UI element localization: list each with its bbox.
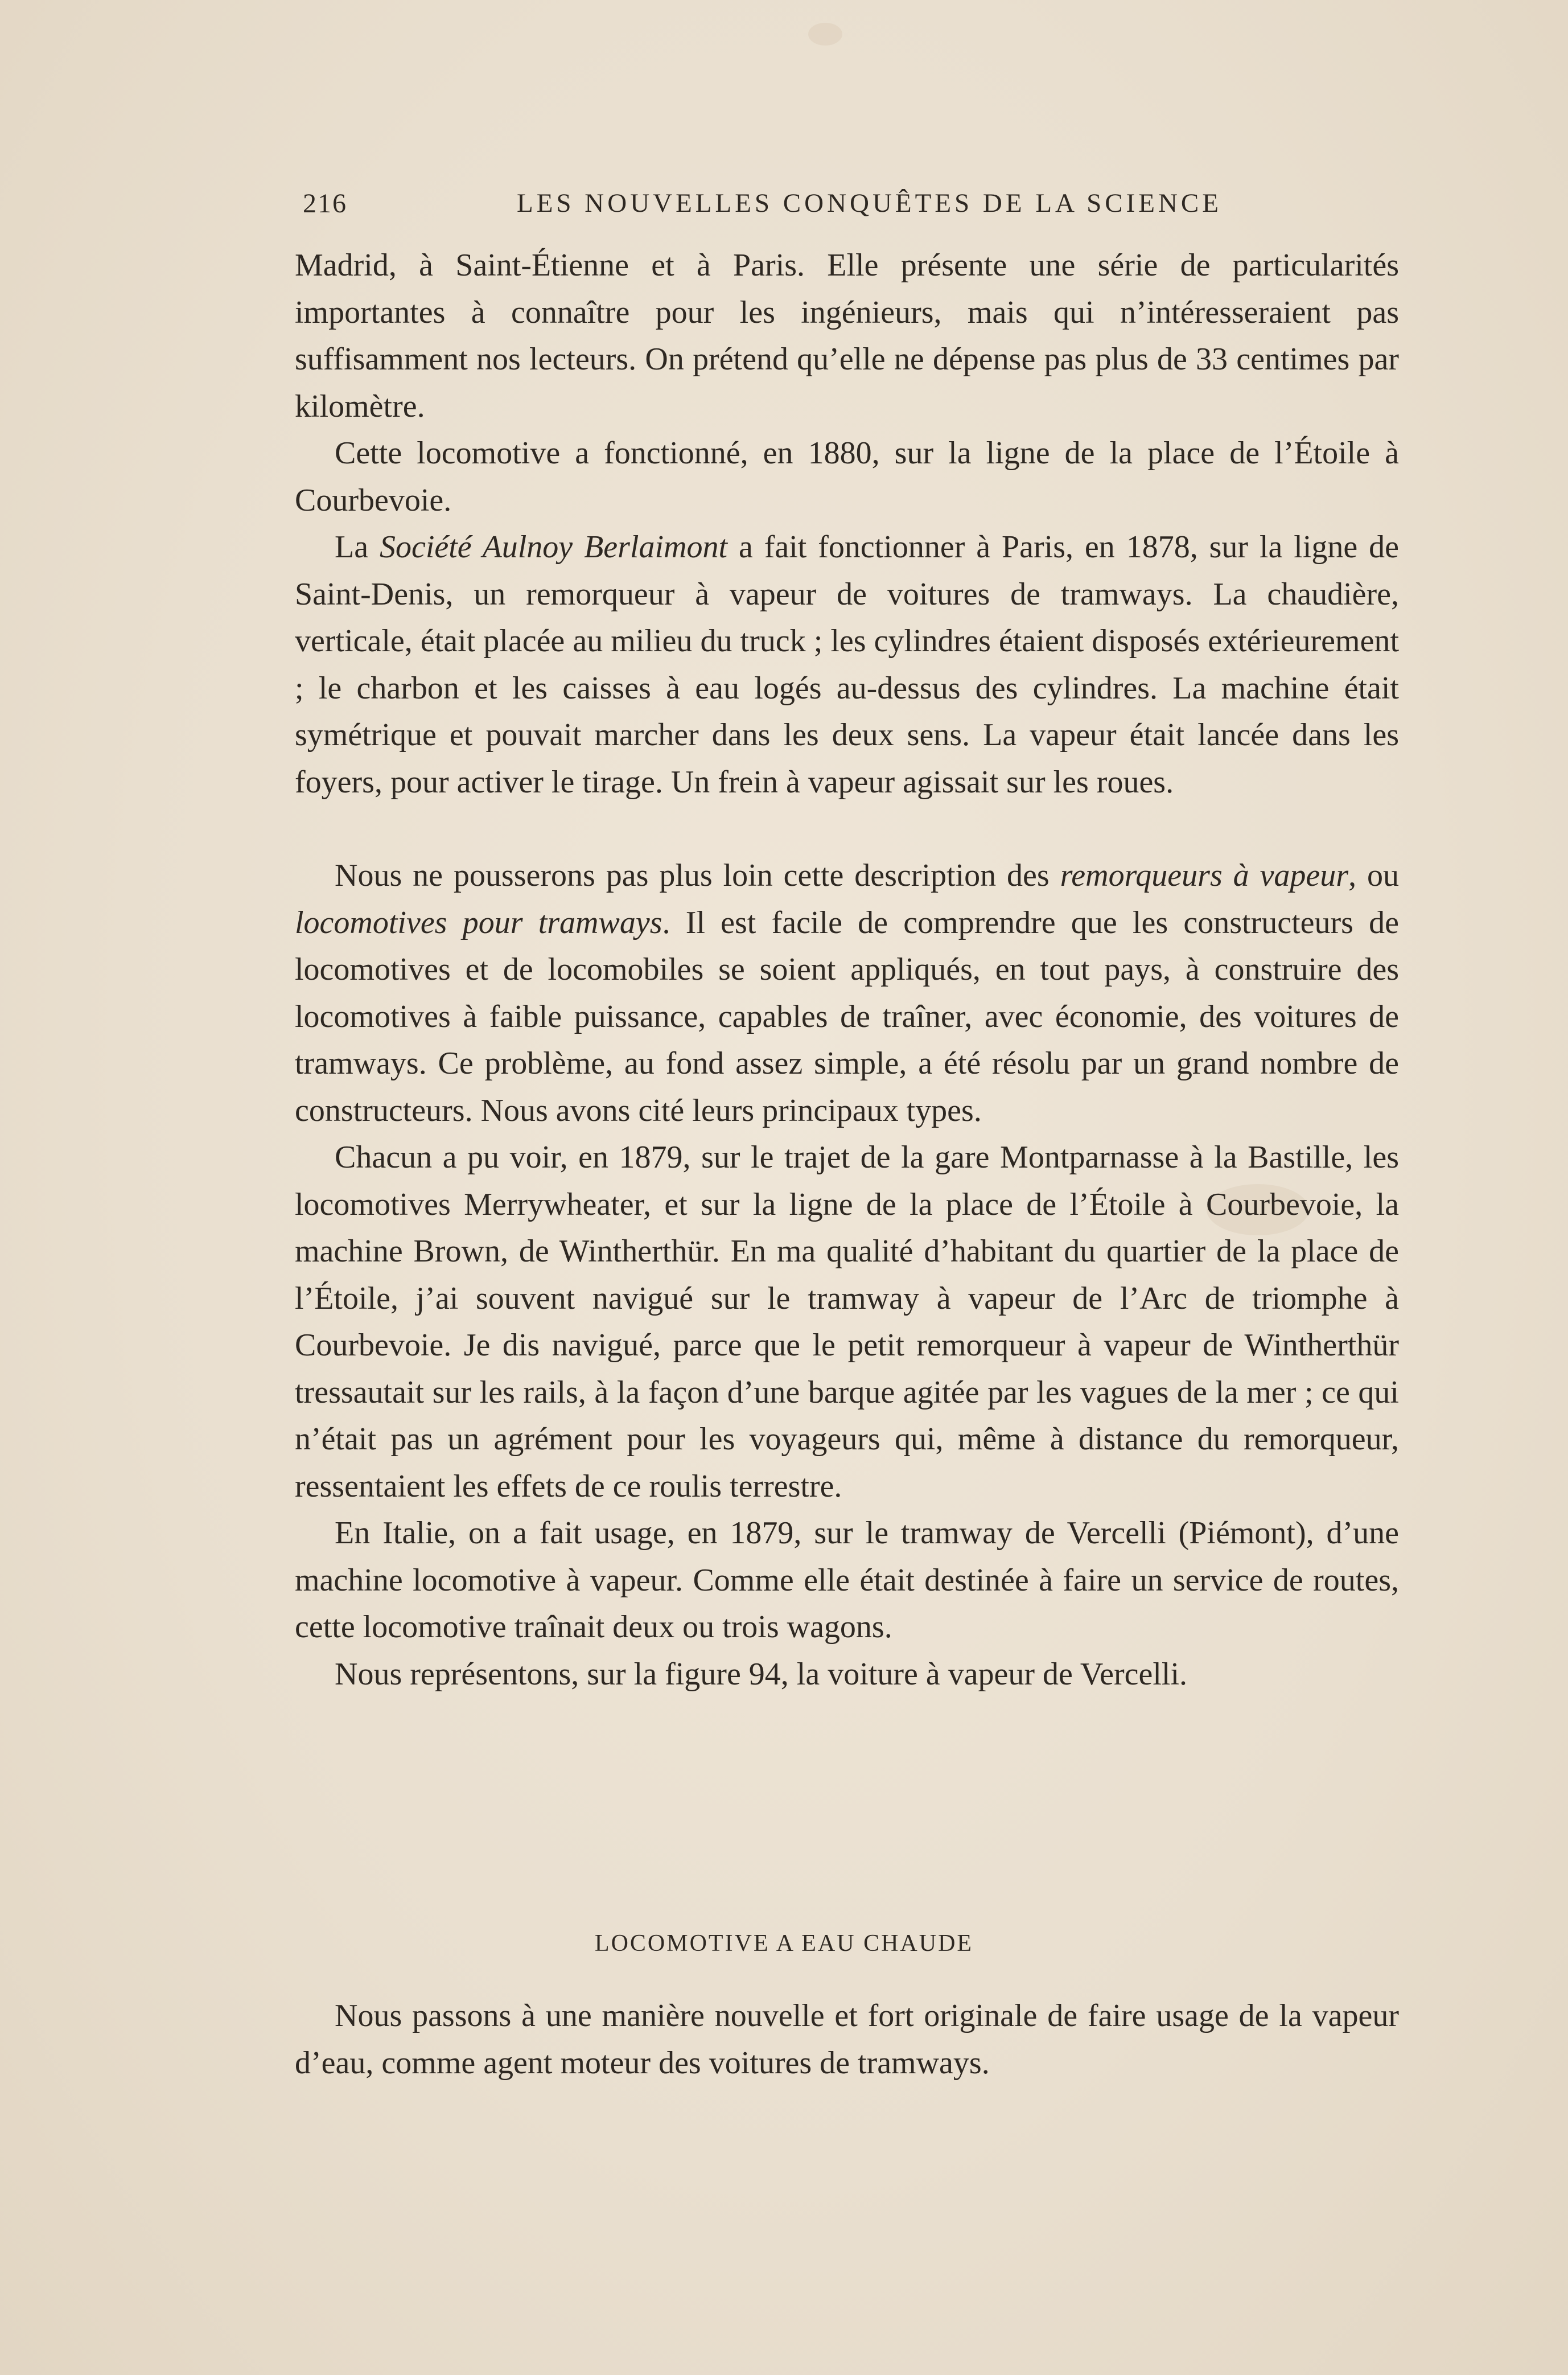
paragraph-7: Nous représentons, sur la figure 94, la voiture à vapeur de Vercelli. [335, 1656, 1188, 1692]
paragraph-3 [295, 524, 1399, 806]
section-body [295, 1992, 1399, 2086]
section-heading: LOCOMOTIVE A EAU CHAUDE [594, 1930, 974, 1957]
page-header [303, 188, 1396, 228]
running-title: LES NOUVELLES CONQUÊTES DE LA SCIENCE [517, 188, 1222, 218]
paragraph-4-middle: , ou [1348, 858, 1400, 893]
italic-term-1: remorqueurs à vapeur [1060, 858, 1349, 893]
paragraph-4 [295, 852, 1399, 1134]
section-paragraph-1: Nous passons à une manière nouvelle et fort originale de faire usage de la vapeur d’eau, comme agent moteur des voitures de tramways. [295, 1998, 1399, 2081]
paragraph-4-rest: . Il est facile de comprendre que les constructeurs de locomotives et de locomobiles se soient appliqués, en tout pays, à construire des locomotives à faible puissance, capables de traîner, avec économie, des voitures de tramways. Ce problème, au fond assez simple, a été résolu par un grand nombre de constructeurs. Nous avons cité leurs principaux types. [295, 905, 1400, 1128]
paragraph-2: Cette locomotive a fonctionné, en 1880, sur la ligne de la place de l’Étoile à Courbevoie. [295, 435, 1399, 518]
paragraph-3-rest: a fait fonctionner à Paris, en 1878, sur la ligne de Saint-Denis, un remorqueur à vapeur de voitures de tramways. La chaudière, verticale, était placée au milieu du truck ; les cylindres étaient disposés extérieurement ; le charbon et les caisses à eau logés au-dessus des cylindres. La machine était symétrique et pouvait marcher dans les deux sens. La vapeur était lancée dans les foyers, pour activer le tirage. Un frein à vapeur agissait sur les roues. [295, 529, 1399, 800]
body-text [295, 242, 1399, 1698]
paragraph-6: En Italie, on a fait usage, en 1879, sur le tramway de Vercelli (Piémont), d’une machine locomotive à vapeur. Comme elle était destinée à faire un service de routes, cette locomotive traînait deux ou trois wagons. [295, 1515, 1399, 1645]
paragraph-5: Chacun a pu voir, en 1879, sur le trajet de la gare Montparnasse à la Bastille, les locomotives Merrywheater, et sur la ligne de la place de l’Étoile à Courbevoie, la machine Brown, de Wintherthür. En ma qualité d’habitant du quartier de la place de l’Étoile, j’ai souvent navigué sur le tramway à vapeur de l’Arc de triomphe à Courbevoie. Je dis navigué, parce que le petit remorqueur à vapeur de Wintherthür tressautait sur les rails, à la façon d’une barque agitée par les vagues de la mer ; ce qui n’était pas un agrément pour les voyageurs qui, même à distance du remorqueur, ressentaient les effets de ce roulis terrestre. [295, 1140, 1399, 1504]
paragraph-3-start: La [335, 529, 380, 565]
page-number: 216 [303, 188, 347, 219]
paper-stain [808, 23, 842, 46]
paragraph-1: Madrid, à Saint-Étienne et à Paris. Elle présente une série de particularités importantes à connaître pour les ingénieurs, mais qui n’intéresseraient pas suffisamment nos lecteurs. On prétend qu’elle ne dépense pas plus de 33 centimes par kilomètre. [295, 248, 1399, 424]
company-name: Société Aulnoy Berlaimont [379, 529, 728, 565]
italic-term-2: locomotives pour tramways [295, 905, 662, 940]
paragraph-4-start: Nous ne pousserons pas plus loin cette description des [335, 858, 1060, 893]
